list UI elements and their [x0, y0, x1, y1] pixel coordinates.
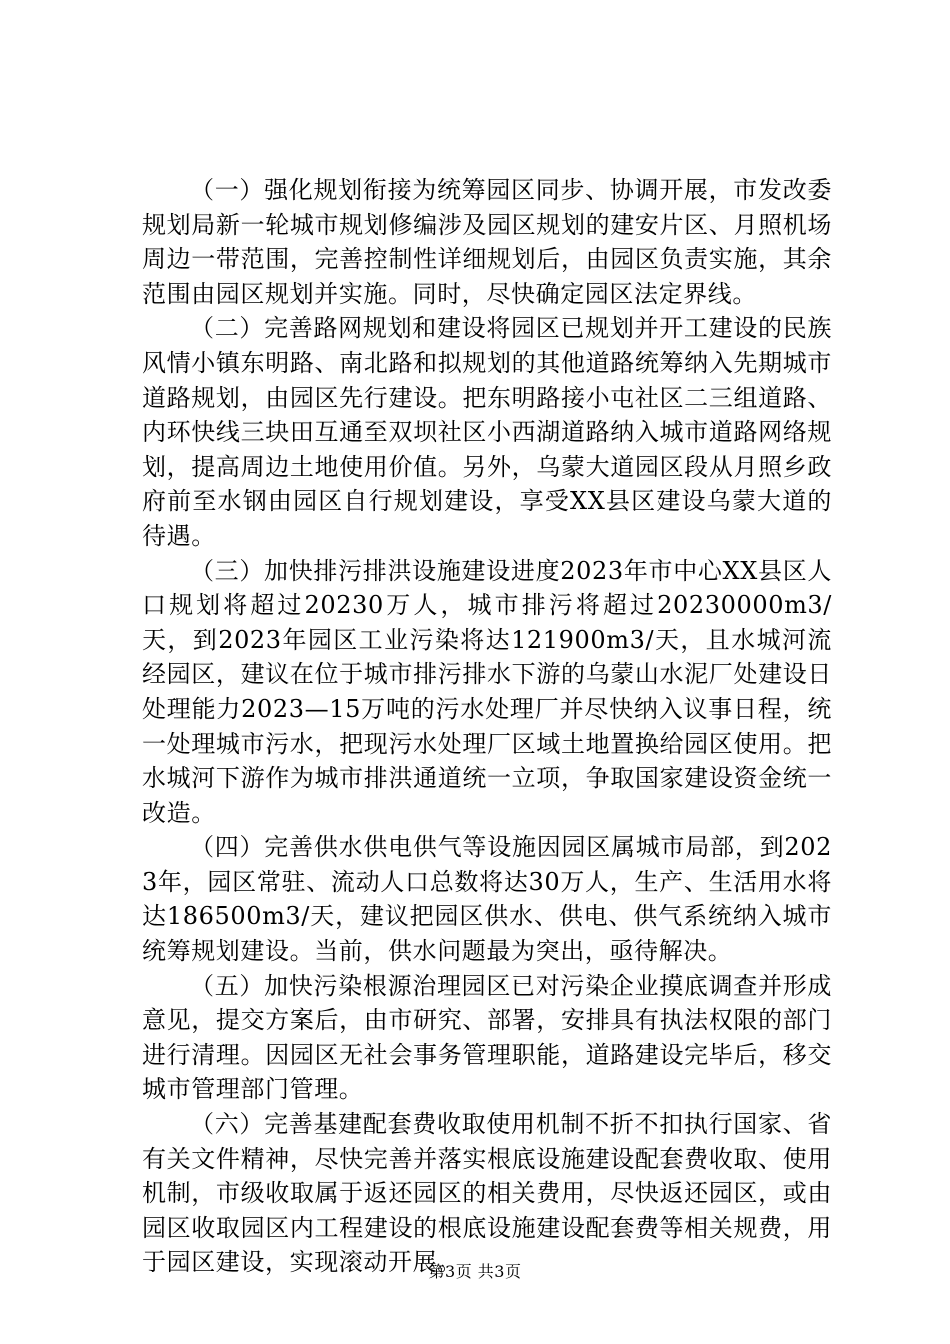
paragraph-4: （四）完善供水供电供气等设施因园区属城市局部，到2023年，园区常驻、流动人口总数将达30万人，生产、生活用水将达186500m3/天，建议把园区供水、供电、供气系统纳入城市统筹规划建设。当前，供水问题最为突出，亟待解决。 — [142, 833, 832, 966]
paragraph-1: （一）强化规划衔接为统筹园区同步、协调开展，市发改委规划局新一轮城市规划修编涉及园区规划的建安片区、月照机场周边一带范围，完善控制性详细规划后，由园区负责实施，其余范围由园区规划并实施。同时，尽快确定园区法定界线。 — [142, 176, 832, 308]
document-body — [142, 173, 832, 1280]
paragraph-6: （六）完善基建配套费收取使用机制不折不扣执行国家、省有关文件精神，尽快完善并落实根底设施建设配套费收取、使用机制，市级收取属于返还园区的相关费用，尽快返还园区，或由园区收取园区内工程建设的根底设施建设配套费等相关规费，用于园区建设，实现滚动开展。 — [142, 1110, 832, 1277]
paragraph-3: （三）加快排污排洪设施建设进度2023年市中心XX县区人口规划将超过20230万人，城市排污将超过20230000m3/天，到2023年园区工业污染将达121900m3/天，且水城河流经园区，建议在位于城市排污排水下游的乌蒙山水泥厂处建设日处理能力2023—15万吨的污水处理厂并尽快纳入议事日程，统一处理城市污水，把现污水处理厂区域土地置换给园区使用。把水城河下游作为城市排洪通道统一立项，争取国家建设资金统一改造。 — [142, 556, 832, 827]
paragraph-2: （二）完善路网规划和建设将园区已规划并开工建设的民族风情小镇东明路、南北路和拟规划的其他道路统筹纳入先期城市道路规划，由园区先行建设。把东明路接小屯社区二三组道路、内环快线三块田互通至双坝社区小西湖道路纳入城市道路网络规划，提高周边土地使用价值。另外，乌蒙大道园区段从月照乡政府前至水钢由园区自行规划建设，享受XX县区建设乌蒙大道的待遇。 — [142, 314, 832, 550]
paragraph-5: （五）加快污染根源治理园区已对污染企业摸底调查并形成意见，提交方案后，由市研究、部署，安排具有执法权限的部门进行清理。因园区无社会事务管理职能，道路建设完毕后，移交城市管理部门管理。 — [142, 971, 832, 1104]
page-number-footer: 第3页 共3页 — [428, 1262, 522, 1281]
